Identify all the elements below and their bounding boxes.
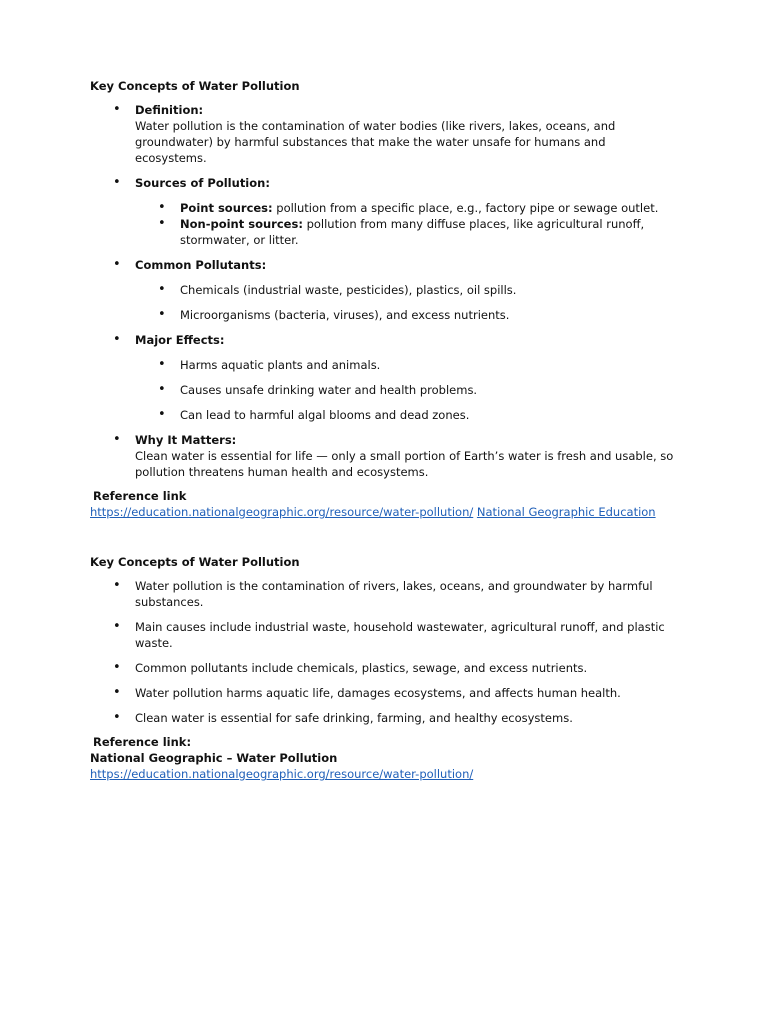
- pollutants-sublist: [135, 282, 680, 323]
- effects-item: [90, 332, 680, 423]
- reference-links-line: [90, 766, 680, 782]
- section1-reference: [90, 488, 680, 520]
- reference-site-link[interactable]: National Geographic Education: [476, 505, 656, 519]
- section2-heading: Key Concepts of Water Pollution: [90, 555, 300, 569]
- why-text: Clean water is essential for life — only a small portion of Earth’s water is fresh and usable, so pollution threatens human health and ecosystems.: [135, 449, 674, 479]
- point-sources-text: pollution from a specific place, e.g., factory pipe or sewage outlet.: [272, 201, 659, 215]
- summary-item: • Water pollution harms aquatic life, damages ecosystems, and affects human health.: [90, 685, 680, 701]
- nonpoint-sources-item: [135, 216, 680, 248]
- reference-url-link[interactable]: https://education.nationalgeographic.org/resource/water-pollution/: [90, 505, 474, 519]
- reference-label: Reference link:: [93, 735, 192, 749]
- effect-entry: • Can lead to harmful algal blooms and dead zones.: [135, 407, 680, 423]
- section1-list: [90, 102, 680, 480]
- effect-entry: • Causes unsafe drinking water and health problems.: [135, 382, 680, 398]
- point-sources-lead: Point sources:: [180, 201, 273, 215]
- definition-item: [90, 102, 680, 166]
- summary-item: • Common pollutants include chemicals, plastics, sewage, and excess nutrients.: [90, 660, 680, 676]
- effects-sublist: [135, 357, 680, 423]
- sources-title: • Sources of Pollution:: [135, 176, 270, 190]
- effects-title: • Major Effects:: [135, 333, 225, 347]
- pollutants-title: • Common Pollutants:: [135, 258, 267, 272]
- section2-list: [90, 578, 680, 726]
- why-item: [90, 432, 680, 480]
- sources-sublist: [135, 200, 680, 248]
- nonpoint-sources-lead: Non-point sources:: [180, 217, 303, 231]
- reference-title: National Geographic – Water Pollution: [90, 751, 338, 765]
- pollutants-item: [90, 257, 680, 323]
- effect-entry: • Harms aquatic plants and animals.: [135, 357, 680, 373]
- pollutant-entry: • Microorganisms (bacteria, viruses), and excess nutrients.: [135, 307, 680, 323]
- sources-item: [90, 175, 680, 248]
- summary-item: • Main causes include industrial waste, household wastewater, agricultural runoff, and plastic waste.: [90, 619, 680, 651]
- section2-reference: [90, 734, 680, 782]
- summary-item: • Clean water is essential for safe drinking, farming, and healthy ecosystems.: [90, 710, 680, 726]
- section-spacer: [90, 520, 680, 554]
- why-title: • Why It Matters:: [135, 433, 237, 447]
- reference-links-line: [90, 504, 680, 520]
- point-sources-item: [135, 200, 680, 216]
- reference-url-link[interactable]: https://education.nationalgeographic.org/resource/water-pollution/: [90, 767, 474, 781]
- definition-text: Water pollution is the contamination of water bodies (like rivers, lakes, oceans, and groundwater) by harmful substances that make the water unsafe for humans and ecosystems.: [135, 119, 616, 165]
- section1-heading: Key Concepts of Water Pollution: [90, 79, 300, 93]
- reference-label: Reference link: [93, 489, 187, 503]
- pollutant-entry: • Chemicals (industrial waste, pesticides), plastics, oil spills.: [135, 282, 680, 298]
- definition-title: • Definition:: [135, 103, 204, 117]
- summary-item: • Water pollution is the contamination of rivers, lakes, oceans, and groundwater by harmful substances.: [90, 578, 680, 610]
- document-content: [90, 78, 680, 782]
- nonpoint-sources-text: pollution from many diffuse places, like agricultural runoff, stormwater, or litter.: [180, 217, 645, 247]
